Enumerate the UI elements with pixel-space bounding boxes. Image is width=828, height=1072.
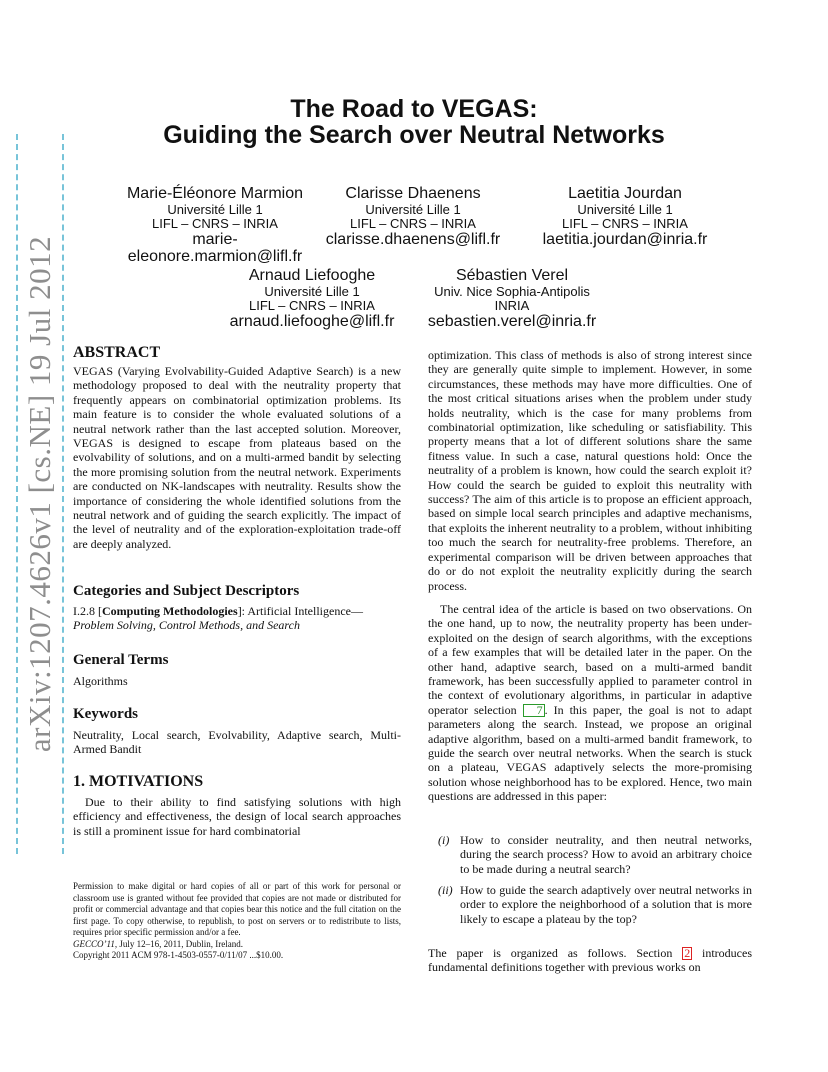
author-affiliation: Université Lille 1	[365, 202, 461, 217]
abstract-heading: ABSTRACT	[73, 344, 161, 361]
keywords-text: Neutrality, Local search, Evolvability, Adaptive search, Multi-Armed Bandit	[73, 728, 401, 757]
question-item-1: (i) How to consider neutrality, and then neutral networks, during the search process? How to avoid an arbitrary choice to be made during a neutral search?	[438, 833, 752, 876]
categories-text: I.2.8 [Computing Methodologies]: Artificial Intelligence— Problem Solving, Control Methods, and Search	[73, 604, 363, 633]
categories-heading: Categories and Subject Descriptors	[73, 583, 300, 599]
author-email: marie- eleonore.marmion@lifl.fr	[127, 231, 303, 265]
motivations-heading: 1. MOTIVATIONS	[73, 773, 204, 790]
author-affiliation: LIFL – CNRS – INRIA	[152, 216, 278, 231]
paper-title-line2: Guiding the Search over Neutral Networks	[163, 121, 665, 149]
author-block-verel	[412, 266, 612, 330]
author-affiliation: Univ. Nice Sophia-Antipolis	[434, 284, 590, 299]
keywords-heading: Keywords	[73, 706, 138, 722]
copyright-footnote: Permission to make digital or hard copies of all or part of this work for personal or classroom use is granted without fee provided that copies are not made or distributed for profit or commercial advantage and that copies bear this notice and the full citation on the first page. To copy otherwise, to republish, to post on servers or to redistribute to lists, requires prior specific permission and/or a fee. GECCO’11, July 12–16, 2011, Dublin, Ireland. Copyright 2011 ACM 978-1-4503-0557-0/11/07 ...$10.00.	[73, 881, 401, 960]
abstract-text: VEGAS (Varying Evolvability-Guided Adaptive Search) is a new methodology proposed to deal with the neutrality property that frequently appears on combinatorial optimization problems. Its main feature is to consider the whole evaluated solutions of a neutral network rather than the last accepted solution. Moreover, VEGAS is designed to escape from plateaus based on the evolvability of solutions, and on a multi-armed bandit by selecting the more promising solution from the neutral network. Experiments are conducted on NK-landscapes with neutrality. Results show the importance of considering the whole identified solutions from the neutral network and of guiding the search explicitly. The impact of the level of neutrality and of the exploration-exploitation trade-off are deeply analyzed.	[73, 364, 401, 551]
author-name: Sébastien Verel	[455, 267, 569, 284]
author-block-marmion	[100, 184, 330, 265]
author-affiliation: Université Lille 1	[577, 202, 673, 217]
author-affiliation: Université Lille 1	[167, 202, 263, 217]
author-block-liefooghe	[212, 266, 412, 330]
general-terms-heading: General Terms	[73, 652, 169, 668]
author-email: sebastien.verel@inria.fr	[427, 313, 597, 330]
author-affiliation: Université Lille 1	[264, 284, 360, 299]
right-paragraph-1: optimization. This class of methods is also of strong interest since they are generally quite simple to implement. However, in some circumstances, these methods may have more difficulties. One of the most critical situations arises when the problem under study holds neutrality, which is the case for many problems from combinatorial optimization, like scheduling or satisfiability. This property means that a lot of different solutions share the same fitness value. In such a case, natural questions hold: Once the neutrality of a problem is known, how could the search exploit it? How could the search be guided to exploit this neutrality with success? The aim of this article is to propose an efficient approach, based on simple local search principles and adaptive mechanisms, that exploits the inherent neutrality to a problem, without inhibiting too much the search for neutrality-free problems. Therefore, an experimental comparison will be driven between approaches that do or do not exploit the neutrality explicitly during the search process.	[428, 348, 752, 593]
paper-title-line1: The Road to VEGAS:	[290, 95, 538, 123]
author-name: Marie-Éléonore Marmion	[126, 185, 304, 202]
author-name: Laetitia Jourdan	[568, 185, 682, 202]
author-email: laetitia.jourdan@inria.fr	[542, 231, 708, 248]
question-item-2: (ii) How to guide the search adaptively over neutral networks in order to explore the neighborhood of a solution that is more likely to escape a plateau by the top?	[438, 883, 752, 926]
author-block-jourdan	[515, 184, 735, 248]
arxiv-stamp: arXiv:1207.4626v1 [cs.NE] 19 Jul 2012	[16, 134, 64, 854]
author-affiliation: LIFL – CNRS – INRIA	[562, 216, 688, 231]
author-block-dhaenens	[313, 184, 513, 248]
section-link[interactable]: 2	[684, 946, 691, 960]
author-name: Clarisse Dhaenens	[345, 185, 481, 202]
author-email: arnaud.liefooghe@lifl.fr	[229, 313, 395, 330]
general-terms-text: Algorithms	[73, 674, 128, 688]
author-affiliation: LIFL – CNRS – INRIA	[249, 298, 375, 313]
author-email: clarisse.dhaenens@lifl.fr	[325, 231, 501, 248]
motivations-text: Due to their ability to find satisfying solutions with high efficiency and effectiveness, the design of local search approaches is still a prominent issue for hard combinatorial	[73, 795, 401, 838]
citation-link[interactable]: 7	[523, 704, 545, 717]
author-affiliation: LIFL – CNRS – INRIA	[350, 216, 476, 231]
author-name: Arnaud Liefooghe	[248, 267, 376, 284]
right-paragraph-3: The paper is organized as follows. Section 2 introduces fundamental definitions together with previous works on	[428, 946, 753, 975]
right-paragraph-2: The central idea of the article is based on two observations. On the one hand, up to now, the neutrality property has been under-exploited on the design of search algorithms, with the exceptions of a few examples that will be detailed later in the paper. On the other hand, adaptive search, based on a multi-armed bandit framework, has been successfully applied to parameter control in the context of evolutionary algorithms, in particular in adaptive operator selection 7 . In this paper, the goal is not to adapt parameters along the search. Instead, we propose an original adaptive algorithm, based on a multi-armed bandit framework, to guide the search over neutral networks. When the search is stuck on a plateau, VEGAS adaptively selects the more-promising solution whose neighborhood has to be explored. Hence, two main questions are addressed in this paper:	[428, 602, 753, 804]
author-affiliation: INRIA	[494, 298, 530, 313]
